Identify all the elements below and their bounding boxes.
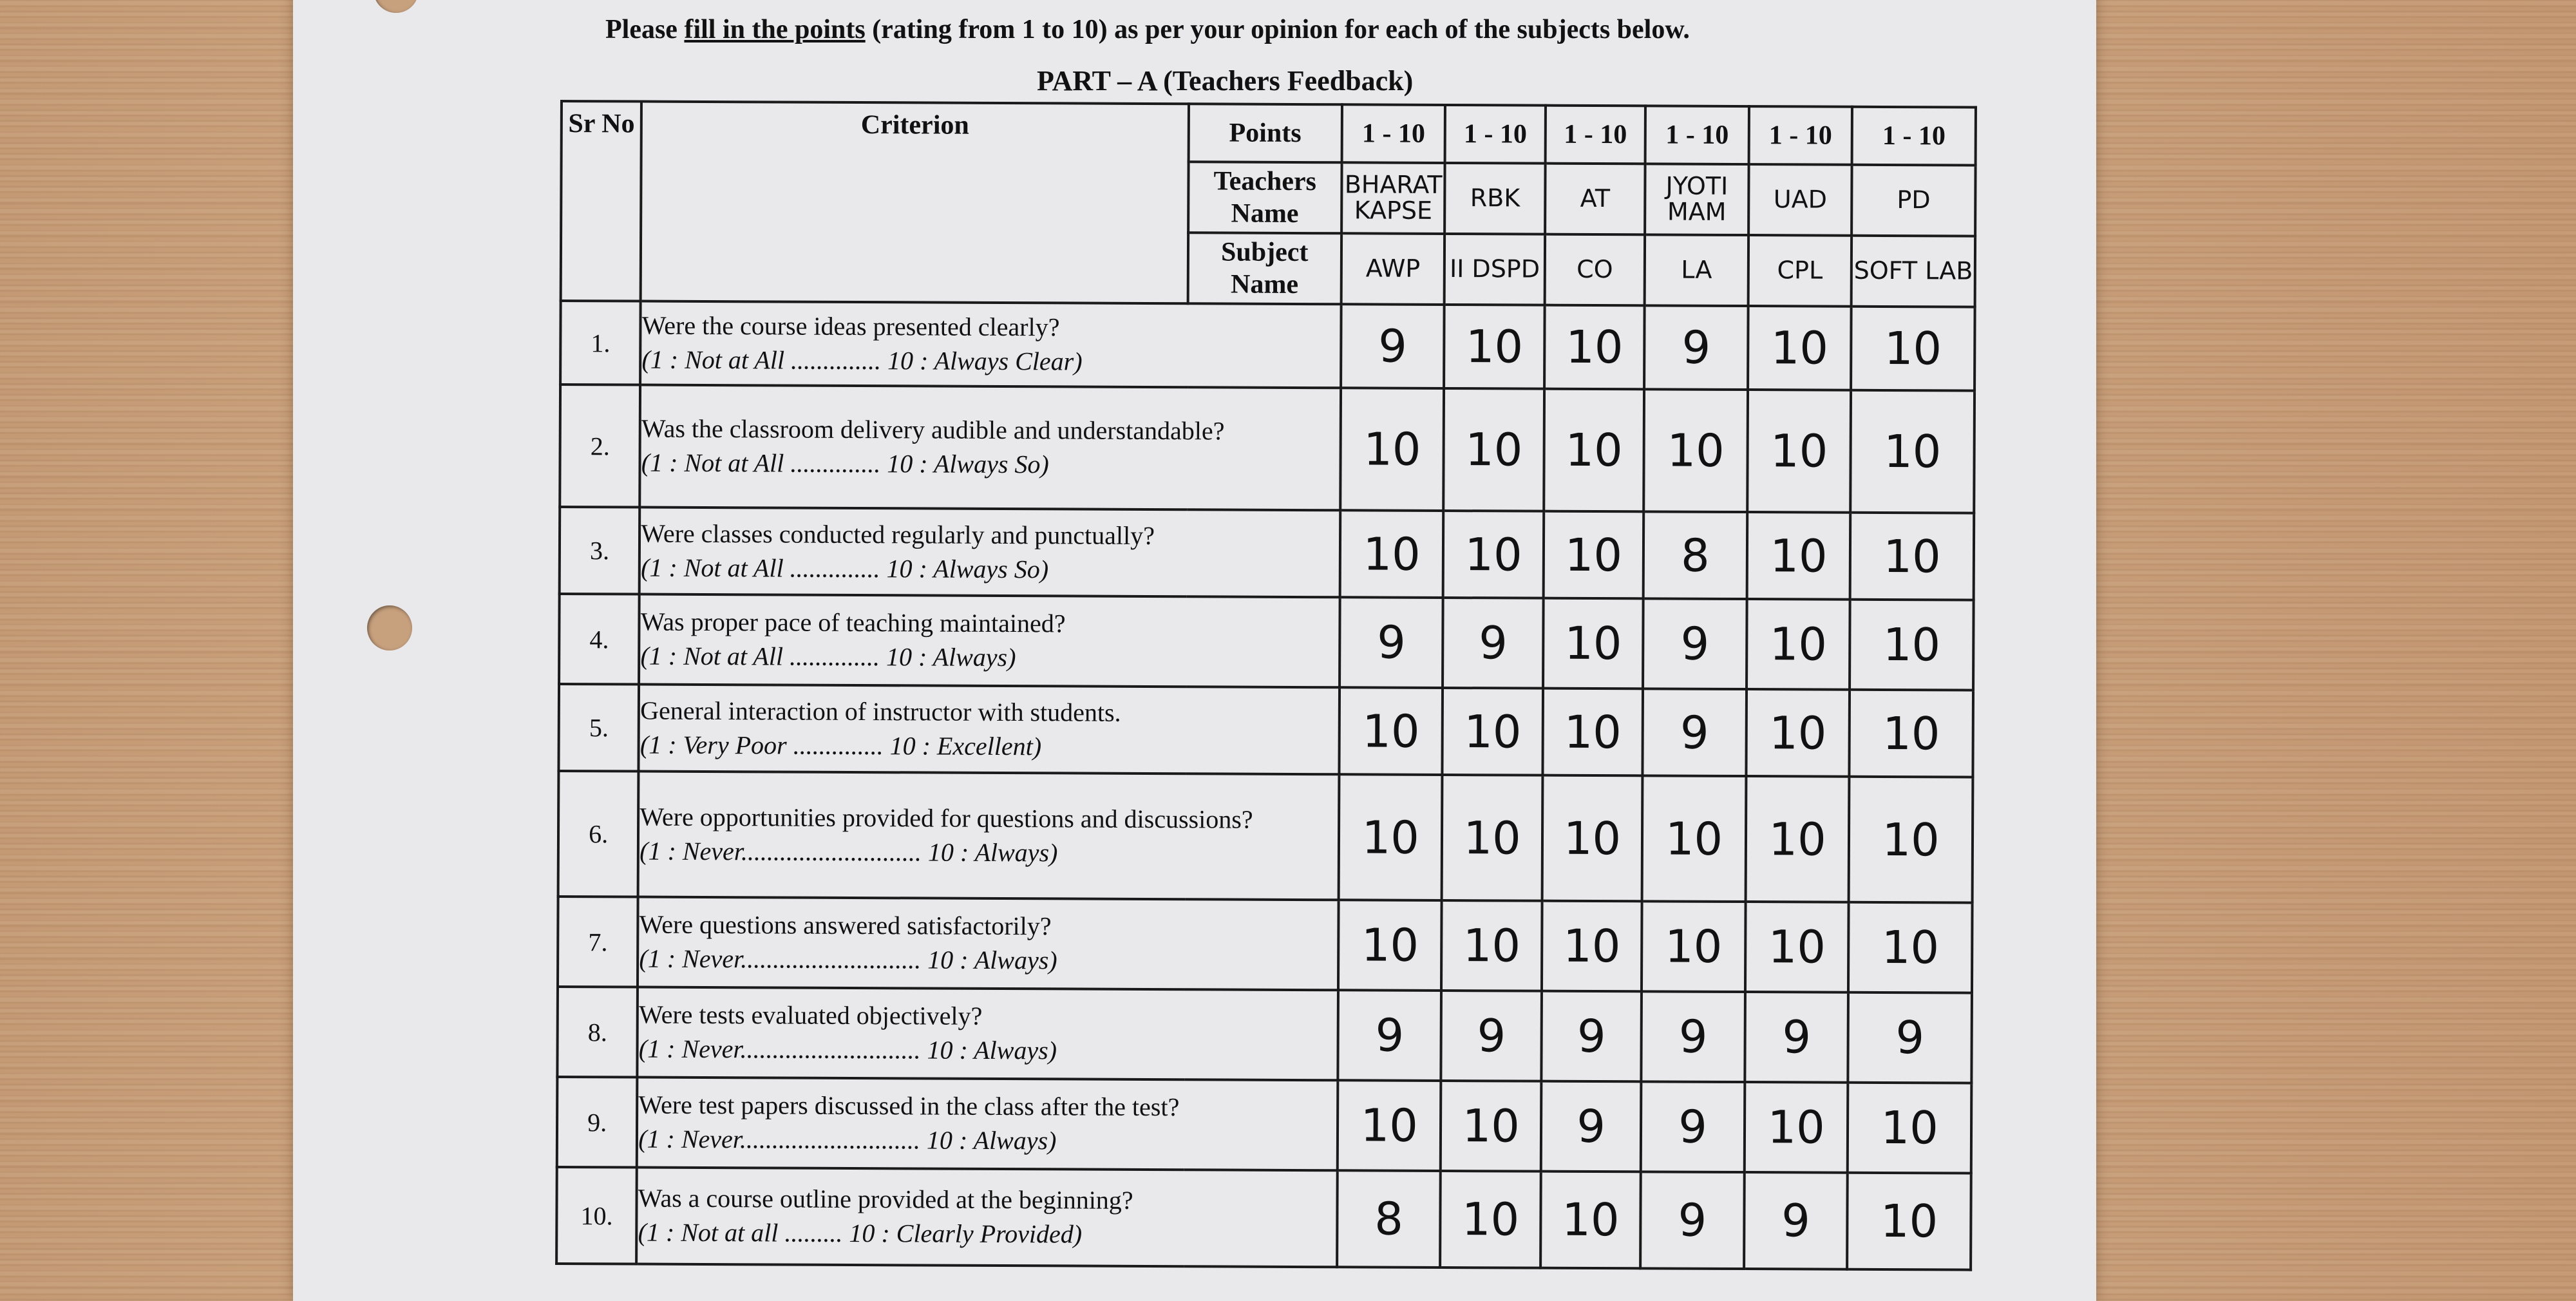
criterion-scale: (1 : Very Poor .............. 10 : Excellent) [639, 730, 1042, 761]
criterion-question: Were test papers discussed in the class after the test? [638, 1090, 1180, 1122]
subject-name-cell: SOFT LAB [1852, 236, 1975, 307]
criterion-question: General interaction of instructor with students. [640, 696, 1121, 727]
criterion-question: Was the classroom delivery audible and understandable? [641, 413, 1225, 446]
score-cell[interactable]: 10 [1746, 689, 1850, 777]
criterion-header: Criterion [641, 102, 1189, 304]
instruction-underlined: fill in the points [684, 15, 866, 44]
score-cell[interactable]: 10 [1441, 1171, 1541, 1268]
range-header: 1 - 10 [1852, 107, 1976, 166]
subject-name-header: Subject Name [1188, 233, 1341, 304]
teacher-name-cell: JYOTI MAM [1645, 164, 1748, 235]
score-cell[interactable]: 10 [1441, 900, 1542, 991]
criterion-cell [640, 301, 1341, 388]
score-cell[interactable]: 10 [1847, 1173, 1971, 1270]
criterion-question: Were questions answered satisfactorily? [639, 909, 1052, 941]
instruction-prefix: Please [605, 15, 685, 44]
range-header: 1 - 10 [1748, 106, 1852, 165]
criterion-question: Were the course ideas presented clearly? [641, 310, 1060, 342]
score-cell[interactable]: 10 [1338, 900, 1442, 991]
row-number: 1. [560, 301, 641, 385]
teacher-name-cell: PD [1852, 165, 1975, 236]
score-cell[interactable]: 10 [1540, 1172, 1641, 1269]
score-cell[interactable]: 9 [1541, 1081, 1642, 1172]
score-cell[interactable]: 9 [1340, 597, 1443, 688]
criterion-scale: (1 : Not at All .............. 10 : Always So) [641, 448, 1049, 479]
row-number: 8. [557, 987, 638, 1078]
score-cell[interactable]: 10 [1339, 687, 1443, 775]
row-number: 4. [559, 594, 639, 685]
score-cell[interactable]: 10 [1543, 511, 1643, 599]
criterion-row [558, 897, 1973, 993]
score-cell[interactable]: 10 [1542, 688, 1643, 776]
score-cell[interactable]: 8 [1337, 1170, 1441, 1268]
row-number: 7. [558, 897, 638, 987]
criterion-question: Was a course outline provided at the beginning? [638, 1183, 1133, 1215]
score-cell[interactable]: 10 [1643, 389, 1747, 512]
criterion-scale: (1 : Not at all ......... 10 : Clearly Provided) [638, 1217, 1083, 1249]
score-cell[interactable]: 10 [1444, 305, 1545, 389]
score-cell[interactable]: 10 [1544, 305, 1645, 390]
score-cell[interactable]: 9 [1640, 1172, 1744, 1269]
row-number: 6. [558, 771, 639, 897]
criterion-question: Were tests evaluated objectively? [639, 1000, 983, 1031]
range-header: 1 - 10 [1645, 106, 1749, 164]
range-header: 1 - 10 [1342, 104, 1446, 163]
criterion-question: Was proper pace of teaching maintained? [640, 607, 1066, 638]
score-cell[interactable]: 9 [1541, 991, 1642, 1082]
score-cell[interactable]: 9 [1642, 991, 1745, 1082]
criterion-scale: (1 : Not at All .............. 10 : Always Clear) [641, 345, 1083, 376]
part-title: PART – A (Teachers Feedback) [1037, 65, 1414, 97]
score-cell[interactable]: 10 [1747, 390, 1851, 513]
criterion-row [560, 385, 1975, 513]
criterion-cell [640, 385, 1341, 511]
range-header: 1 - 10 [1445, 105, 1546, 164]
criterion-cell [638, 772, 1339, 900]
criterion-row [557, 987, 1972, 1083]
score-cell[interactable]: 9 [1848, 992, 1972, 1083]
score-cell[interactable]: 9 [1641, 1081, 1745, 1172]
criterion-scale: (1 : Never............................ 10 : Always) [639, 944, 1057, 975]
row-number: 2. [560, 385, 640, 508]
score-cell[interactable]: 10 [1747, 512, 1850, 600]
score-cell[interactable]: 10 [1642, 775, 1746, 902]
score-cell[interactable]: 10 [1745, 776, 1849, 902]
score-cell[interactable]: 10 [1745, 1082, 1848, 1173]
score-cell[interactable]: 10 [1849, 777, 1973, 903]
criterion-row [558, 684, 1973, 777]
score-cell[interactable]: 10 [1850, 513, 1974, 600]
score-cell[interactable]: 9 [1338, 990, 1441, 1081]
teacher-name-cell: UAD [1748, 164, 1852, 236]
instruction-text [605, 14, 1690, 45]
score-cell[interactable]: 9 [1441, 991, 1542, 1081]
row-number: 3. [560, 507, 640, 594]
score-cell[interactable]: 10 [1340, 388, 1444, 511]
score-cell[interactable]: 10 [1745, 902, 1849, 992]
score-cell[interactable]: 10 [1340, 510, 1444, 598]
score-cell[interactable]: 10 [1441, 1081, 1541, 1172]
score-cell[interactable]: 9 [1744, 1172, 1848, 1269]
criterion-question: Were classes conducted regularly and punctually? [641, 518, 1155, 550]
score-cell[interactable]: 10 [1338, 1080, 1441, 1171]
score-cell[interactable]: 9 [1341, 304, 1444, 388]
row-number: 10. [556, 1167, 637, 1264]
criterion-row [560, 507, 1975, 600]
punch-hole [367, 605, 412, 650]
criterion-cell [639, 685, 1340, 775]
sr-no-header: Sr No [561, 101, 642, 301]
criterion-cell [636, 1168, 1337, 1268]
criterion-cell [638, 987, 1338, 1081]
score-cell[interactable]: 10 [1848, 1083, 1971, 1173]
score-cell[interactable]: 10 [1850, 690, 1973, 777]
score-cell[interactable]: 10 [1543, 598, 1643, 689]
criterion-row [556, 1167, 1971, 1270]
score-cell[interactable]: 8 [1643, 511, 1747, 599]
score-cell[interactable]: 10 [1544, 389, 1644, 512]
criterion-row [560, 301, 1975, 391]
score-cell[interactable]: 10 [1339, 774, 1443, 900]
criterion-cell [639, 594, 1340, 688]
score-cell[interactable]: 10 [1851, 390, 1975, 513]
criterion-row [559, 594, 1974, 690]
teacher-name-cell: AT [1545, 164, 1645, 235]
teacher-name-cell: BHARAT KAPSE [1341, 162, 1445, 234]
points-header: Points [1188, 104, 1342, 162]
teachers-name-header: Teachers Name [1188, 162, 1342, 233]
score-cell[interactable]: 10 [1442, 775, 1542, 901]
subject-name-cell: CPL [1748, 235, 1852, 307]
criterion-scale: (1 : Never............................ 10 : Always) [639, 836, 1058, 867]
criterion-cell [638, 897, 1338, 991]
row-number: 9. [557, 1077, 638, 1168]
criterion-scale: (1 : Not at All .............. 10 : Always So) [641, 553, 1049, 584]
criterion-cell [639, 508, 1340, 598]
criterion-cell [637, 1078, 1338, 1171]
criterion-scale: (1 : Never............................ 10 : Always) [638, 1034, 1057, 1065]
punch-hole [374, 0, 419, 13]
range-header: 1 - 10 [1545, 106, 1645, 164]
header-row-points [562, 101, 1976, 166]
score-cell[interactable]: 9 [1643, 688, 1747, 776]
criterion-question: Were opportunities provided for questions and discussions? [639, 802, 1253, 834]
criterion-row [557, 1077, 1972, 1173]
score-cell[interactable]: 10 [1443, 511, 1544, 598]
score-cell[interactable]: 10 [1542, 901, 1642, 992]
criterion-scale: (1 : Not at All .............. 10 : Always) [640, 641, 1016, 672]
criterion-scale: (1 : Never............................ 10 : Always) [638, 1124, 1057, 1155]
teacher-name-cell: RBK [1445, 163, 1546, 234]
row-number: 5. [558, 684, 639, 772]
score-cell[interactable]: 10 [1748, 306, 1852, 390]
score-cell[interactable]: 9 [1644, 305, 1748, 390]
score-cell[interactable]: 10 [1747, 599, 1850, 690]
instruction-suffix: (rating from 1 to 10) as per your opinion for each of the subjects below. [865, 15, 1690, 44]
criterion-row [558, 771, 1973, 903]
score-cell[interactable]: 10 [1642, 901, 1745, 992]
score-cell[interactable]: 10 [1444, 388, 1544, 511]
score-cell[interactable]: 10 [1848, 902, 1972, 993]
score-cell[interactable]: 10 [1542, 775, 1642, 902]
feedback-table [555, 100, 1977, 1271]
subject-name-cell: AWP [1341, 233, 1445, 305]
subject-name-cell: II DSPD [1444, 234, 1545, 305]
score-cell[interactable]: 9 [1643, 598, 1747, 689]
subject-name-cell: LA [1645, 234, 1748, 306]
score-cell[interactable]: 10 [1851, 307, 1975, 391]
score-cell[interactable]: 10 [1850, 600, 1973, 690]
subject-name-cell: CO [1544, 234, 1645, 306]
score-cell[interactable]: 10 [1443, 688, 1543, 775]
score-cell[interactable]: 9 [1443, 598, 1543, 688]
score-cell[interactable]: 9 [1745, 992, 1848, 1083]
